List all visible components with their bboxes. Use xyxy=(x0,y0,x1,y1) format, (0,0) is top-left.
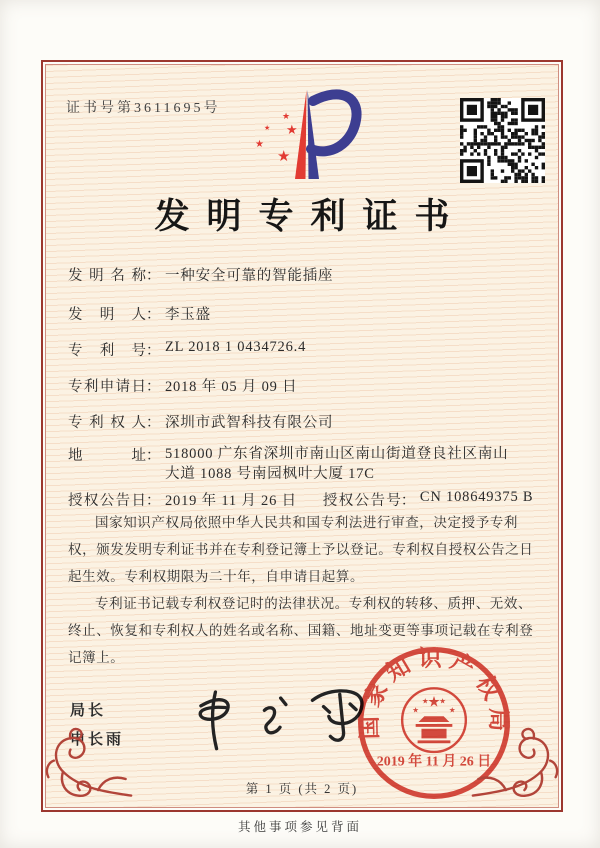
field-colon: ： xyxy=(146,343,161,359)
svg-text:★: ★ xyxy=(412,705,420,715)
field-value: 深圳市武智科技有限公司 xyxy=(165,415,334,431)
field-row-patentee xyxy=(68,411,333,432)
svg-text:★: ★ xyxy=(421,696,429,706)
field-label: 授权公告号 xyxy=(322,493,401,509)
director-name: 申长雨 xyxy=(70,732,125,748)
director-role: 局长 xyxy=(70,703,107,719)
legal-paragraph: 国家知识产权局依照中华人民共和国专利法进行审查，决定授予专利权，颁发发明专利证书并在专利登记簿上予以登记。专利权自授权公告之日起生效。专利权期限为二十年，自申请日起算。 xyxy=(68,515,534,584)
field-label: 发明名称 xyxy=(68,268,146,284)
seal-date: 2019 年 11 月 26 日 xyxy=(376,754,492,770)
certificate-frame xyxy=(41,60,563,812)
field-row-invention-name xyxy=(68,264,333,285)
corner-flourish-icon xyxy=(41,722,133,814)
field-label: 授权公告日 xyxy=(68,493,146,509)
field-row-filing-date xyxy=(68,375,297,396)
svg-text:★: ★ xyxy=(427,694,441,711)
qr-code xyxy=(460,98,545,183)
field-group-grant-number xyxy=(323,489,534,510)
field-row-address xyxy=(68,444,517,484)
field-value: CN 108649375 B xyxy=(419,489,534,505)
back-side-note: 其他事项参见背面 xyxy=(237,820,362,834)
field-colon: ： xyxy=(146,379,161,395)
svg-text:★: ★ xyxy=(448,705,456,715)
certificate-inner xyxy=(45,64,559,808)
field-value: 李玉盛 xyxy=(165,307,211,323)
field-label: 专利申请日 xyxy=(68,379,146,395)
national-emblem-icon xyxy=(402,688,466,752)
field-label: 发明人 xyxy=(68,307,146,323)
field-label: 地址 xyxy=(68,448,146,464)
seal-ring-text: 国家知识产权局 xyxy=(356,645,511,740)
field-label: 专利权人 xyxy=(68,415,146,431)
field-row-inventor xyxy=(68,303,211,324)
svg-text:★: ★ xyxy=(255,139,264,150)
corner-flourish-icon xyxy=(471,722,563,814)
field-colon: ： xyxy=(146,448,161,464)
field-colon: ： xyxy=(146,415,161,431)
field-value: 一种安全可靠的智能插座 xyxy=(165,268,334,284)
field-colon: ： xyxy=(146,307,161,323)
svg-text:★: ★ xyxy=(439,696,447,706)
svg-text:★: ★ xyxy=(277,149,291,165)
page-number: 第 1 页 (共 2 页) xyxy=(245,782,359,796)
certificate-title: 发明专利证书 xyxy=(154,197,467,236)
cnipa-logo-icon xyxy=(242,85,382,187)
svg-text:★: ★ xyxy=(286,122,298,137)
legal-paragraph: 专利证书记载专利权登记时的法律状况。专利权的转移、质押、无效、终止、恢复和专利权人的姓名或名称、国籍、地址变更等事项记载在专利登记簿上。 xyxy=(68,596,534,665)
field-colon: ： xyxy=(400,493,416,509)
field-label: 专利号 xyxy=(68,343,146,359)
svg-text:★: ★ xyxy=(282,111,291,121)
svg-text:★: ★ xyxy=(264,124,271,132)
field-colon: ： xyxy=(146,493,161,509)
field-value: 518000 广东省深圳市南山区南山街道登良社区南山大道 1088 号南园枫叶大厦 17C xyxy=(165,446,509,482)
certificate-number: 证书号第3611695号 xyxy=(66,101,221,116)
field-row-patent-number xyxy=(68,339,306,360)
field-row-grant xyxy=(68,489,533,510)
field-value: 2018 年 05 月 09 日 xyxy=(165,379,298,395)
field-value: ZL 2018 1 0434726.4 xyxy=(165,339,307,355)
field-colon: ： xyxy=(146,268,161,284)
field-value: 2019 年 11 月 26 日 xyxy=(165,493,297,509)
